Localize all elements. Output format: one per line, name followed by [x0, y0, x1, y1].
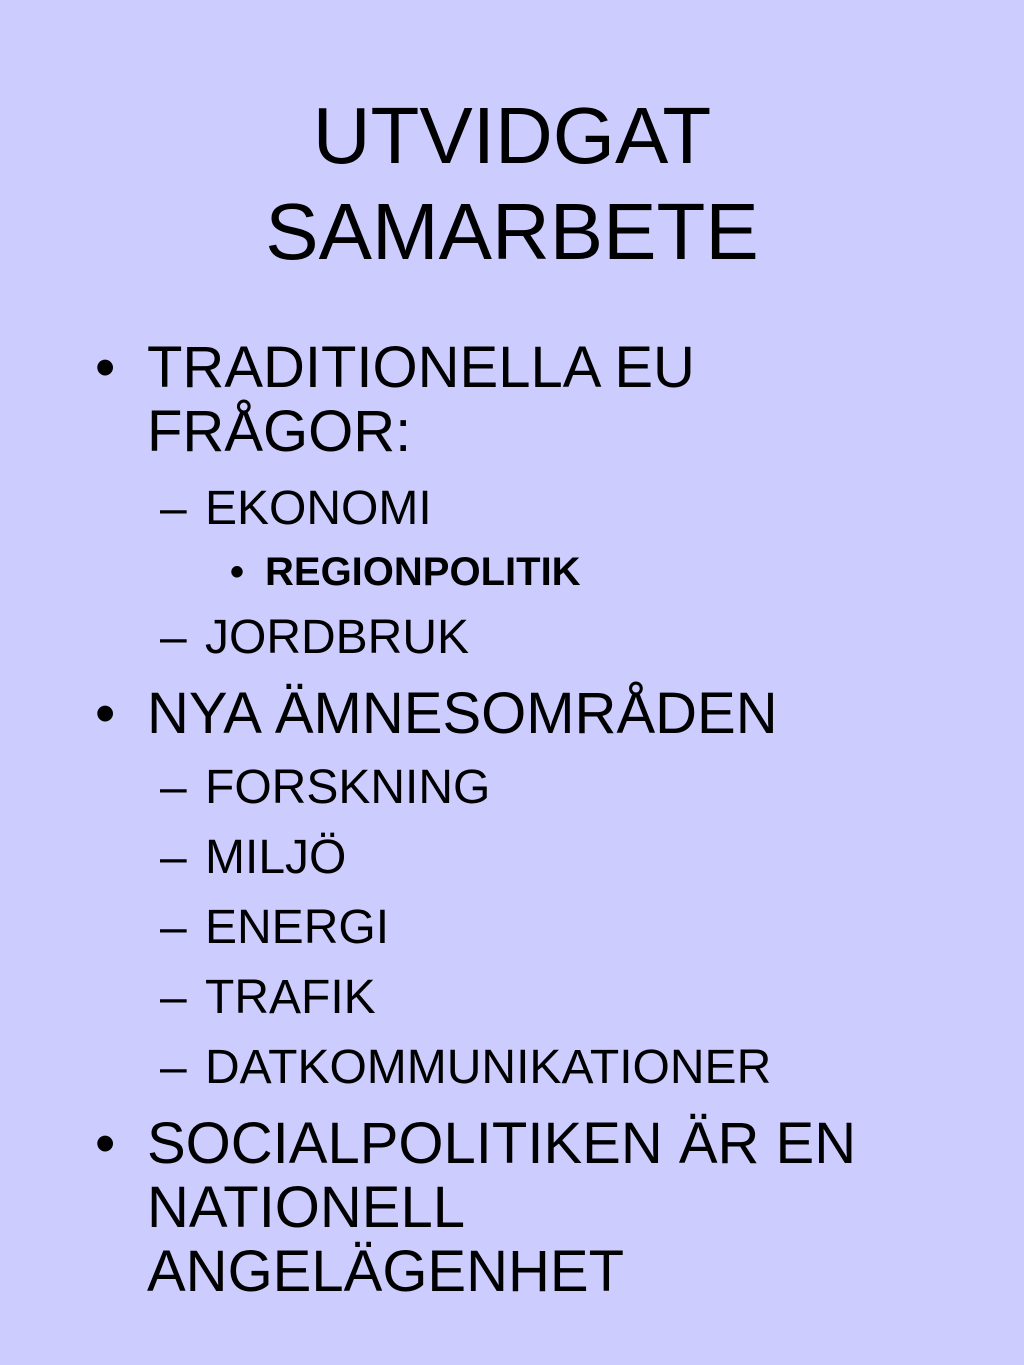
bullet-socialpolitiken-line-2: NATIONELL [147, 1175, 466, 1240]
bullet-marker: • [95, 681, 116, 746]
sub-item-datkommunikationer: DATKOMMUNIKATIONER [205, 1041, 772, 1094]
sub-item-trafik: TRAFIK [205, 971, 376, 1024]
dash-marker: – [160, 901, 187, 954]
bullet-marker: • [95, 335, 116, 400]
dash-marker: – [160, 761, 187, 814]
sub-item-miljo: MILJÖ [205, 831, 347, 884]
bullet-nya-amnesomraden: NYA ÄMNESOMRÅDEN [147, 681, 778, 746]
bullet-socialpolitiken-line-1: SOCIALPOLITIKEN ÄR EN [147, 1111, 857, 1176]
dash-marker: – [160, 1041, 187, 1094]
bullet-traditionella-line-2: FRÅGOR: [147, 399, 412, 464]
sub-sub-item-regionpolitik: REGIONPOLITIK [265, 550, 581, 594]
bullet-marker: • [95, 1111, 116, 1176]
title-line-2: SAMARBETE [265, 187, 759, 276]
bullet-socialpolitiken-line-3: ANGELÄGENHET [147, 1239, 624, 1304]
dash-marker: – [160, 611, 187, 664]
title-line-1: UTVIDGAT [312, 91, 712, 180]
sub-item-energi: ENERGI [205, 901, 390, 954]
sub-item-jordbruk: JORDBRUK [205, 611, 470, 664]
dash-marker: – [160, 971, 187, 1024]
bullet-traditionella-line-1: TRADITIONELLA EU [147, 335, 695, 400]
sub-item-ekonomi: EKONOMI [205, 482, 432, 535]
dash-marker: – [160, 482, 187, 535]
sub-item-forskning: FORSKNING [205, 761, 491, 814]
slide-title [0, 88, 1024, 280]
dash-marker: – [160, 831, 187, 884]
sub-sub-bullet-marker: • [230, 550, 245, 594]
